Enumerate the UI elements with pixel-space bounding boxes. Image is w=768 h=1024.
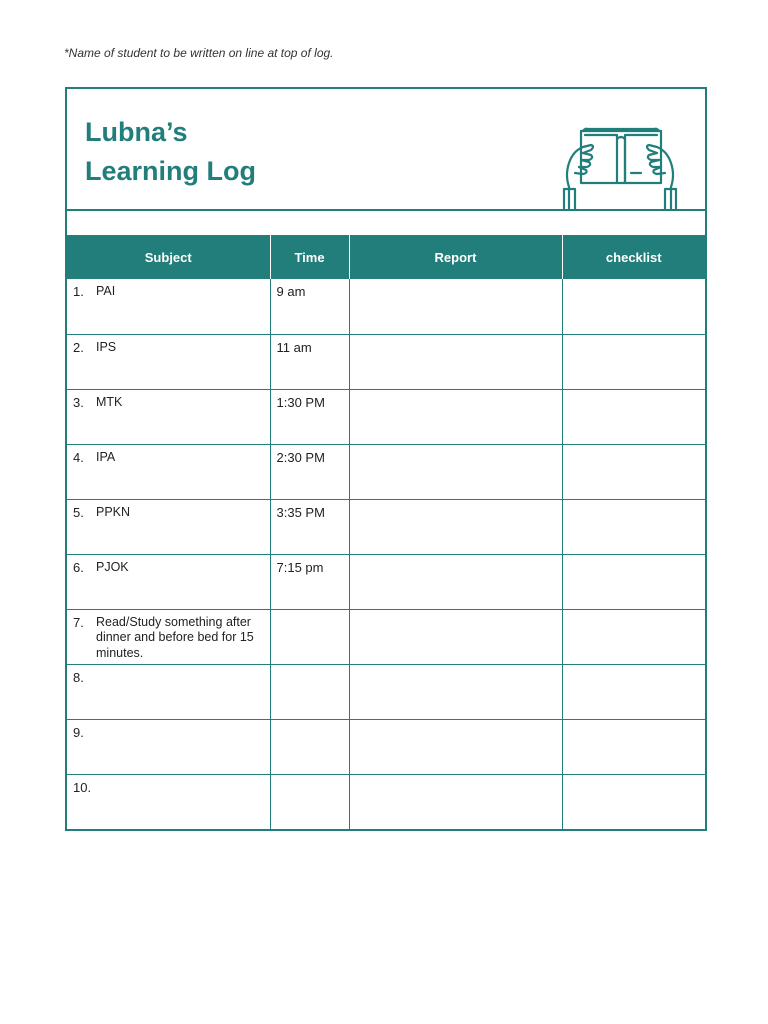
subject-text: PPKN bbox=[96, 504, 131, 519]
table-row bbox=[67, 444, 705, 499]
table-header-row bbox=[67, 235, 705, 279]
subject-entry bbox=[73, 725, 264, 741]
subject-entry bbox=[73, 284, 264, 300]
subject-cell[interactable] bbox=[67, 774, 270, 829]
checklist-cell[interactable] bbox=[562, 664, 705, 719]
log-header bbox=[67, 89, 705, 211]
checklist-cell[interactable] bbox=[562, 334, 705, 389]
subject-cell[interactable] bbox=[67, 719, 270, 774]
checklist-cell[interactable] bbox=[562, 554, 705, 609]
report-cell[interactable] bbox=[349, 389, 562, 444]
report-cell[interactable] bbox=[349, 279, 562, 334]
log-title bbox=[85, 113, 256, 191]
checklist-cell[interactable] bbox=[562, 444, 705, 499]
log-title-line2: Learning Log bbox=[85, 156, 256, 186]
checklist-cell[interactable] bbox=[562, 609, 705, 664]
subject-text: PJOK bbox=[96, 559, 129, 574]
table-row bbox=[67, 719, 705, 774]
subject-entry bbox=[73, 780, 264, 796]
subject-text: IPS bbox=[96, 339, 117, 354]
subject-entry bbox=[73, 395, 264, 411]
checklist-cell[interactable] bbox=[562, 279, 705, 334]
subject-entry bbox=[73, 340, 264, 356]
row-number: 3. bbox=[73, 394, 84, 410]
name-line-row bbox=[67, 211, 705, 235]
report-cell[interactable] bbox=[349, 774, 562, 829]
report-cell[interactable] bbox=[349, 719, 562, 774]
checklist-cell[interactable] bbox=[562, 389, 705, 444]
learning-log bbox=[65, 87, 707, 831]
column-header-report: Report bbox=[349, 235, 562, 279]
subject-cell[interactable] bbox=[67, 334, 270, 389]
subject-cell[interactable] bbox=[67, 279, 270, 334]
time-cell[interactable] bbox=[270, 609, 349, 664]
row-number: 8. bbox=[73, 669, 84, 685]
table-body bbox=[67, 279, 705, 829]
person-reading-book-icon bbox=[561, 125, 679, 211]
subject-cell[interactable] bbox=[67, 554, 270, 609]
subject-cell[interactable] bbox=[67, 444, 270, 499]
report-cell[interactable] bbox=[349, 554, 562, 609]
time-cell[interactable] bbox=[270, 774, 349, 829]
table-row bbox=[67, 334, 705, 389]
checklist-cell[interactable] bbox=[562, 499, 705, 554]
report-cell[interactable] bbox=[349, 499, 562, 554]
subject-text: IPA bbox=[96, 449, 116, 464]
table-row bbox=[67, 774, 705, 829]
checklist-cell[interactable] bbox=[562, 719, 705, 774]
log-table bbox=[67, 235, 705, 829]
time-cell[interactable] bbox=[270, 719, 349, 774]
report-cell[interactable] bbox=[349, 664, 562, 719]
column-header-checklist: checklist bbox=[562, 235, 705, 279]
time-cell[interactable]: 1:30 PM bbox=[270, 389, 349, 444]
instruction-note: *Name of student to be written on line at top of log. bbox=[64, 46, 334, 60]
log-title-line1: Lubna’s bbox=[85, 117, 188, 147]
time-cell[interactable]: 3:35 PM bbox=[270, 499, 349, 554]
table-row bbox=[67, 389, 705, 444]
column-header-subject: Subject bbox=[67, 235, 270, 279]
time-cell[interactable]: 2:30 PM bbox=[270, 444, 349, 499]
subject-text: Read/Study something after dinner and before bed for 15 minutes. bbox=[96, 614, 254, 660]
subject-entry bbox=[73, 450, 264, 466]
report-cell[interactable] bbox=[349, 334, 562, 389]
subject-entry bbox=[73, 505, 264, 521]
row-number: 4. bbox=[73, 449, 84, 465]
subject-text: PAI bbox=[96, 284, 116, 298]
column-header-time: Time bbox=[270, 235, 349, 279]
table-row bbox=[67, 279, 705, 334]
row-number: 10. bbox=[73, 779, 92, 795]
row-number: 7. bbox=[73, 614, 84, 630]
row-number: 1. bbox=[73, 284, 84, 299]
row-number: 6. bbox=[73, 559, 84, 575]
time-cell[interactable]: 7:15 pm bbox=[270, 554, 349, 609]
subject-cell[interactable] bbox=[67, 499, 270, 554]
table-row bbox=[67, 554, 705, 609]
row-number: 2. bbox=[73, 339, 84, 355]
report-cell[interactable] bbox=[349, 609, 562, 664]
table-row bbox=[67, 664, 705, 719]
time-cell[interactable] bbox=[270, 664, 349, 719]
subject-cell[interactable] bbox=[67, 389, 270, 444]
subject-text: MTK bbox=[96, 394, 123, 409]
subject-entry bbox=[73, 560, 264, 576]
row-number: 5. bbox=[73, 504, 84, 520]
subject-entry bbox=[73, 670, 264, 686]
table-row bbox=[67, 499, 705, 554]
report-cell[interactable] bbox=[349, 444, 562, 499]
row-number: 9. bbox=[73, 724, 84, 740]
checklist-cell[interactable] bbox=[562, 774, 705, 829]
time-cell[interactable]: 11 am bbox=[270, 334, 349, 389]
time-cell[interactable]: 9 am bbox=[270, 279, 349, 334]
table-row bbox=[67, 609, 705, 664]
subject-entry bbox=[73, 615, 264, 662]
subject-cell[interactable] bbox=[67, 664, 270, 719]
subject-cell[interactable] bbox=[67, 609, 270, 664]
